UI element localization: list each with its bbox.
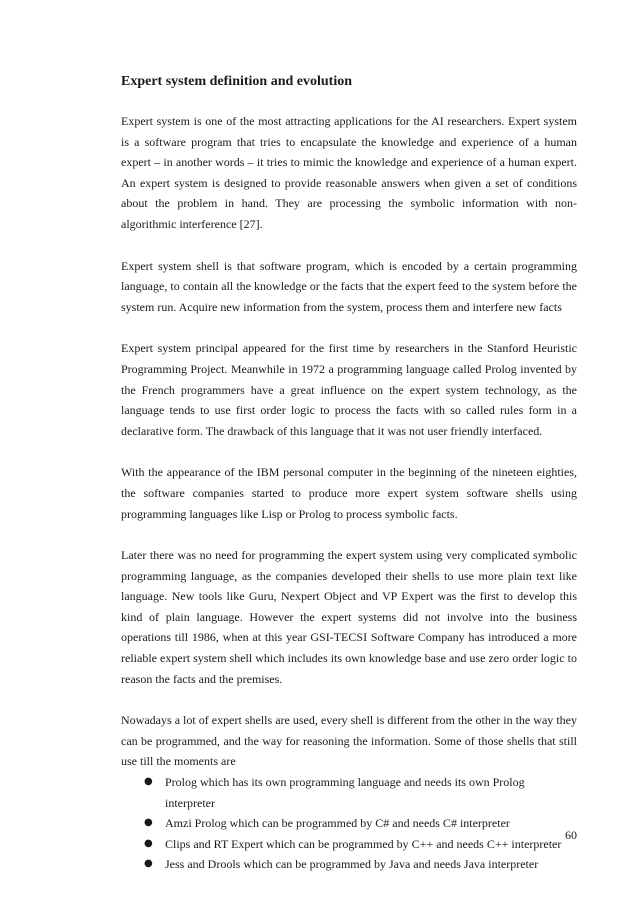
bullet-icon: ● bbox=[144, 776, 153, 788]
paragraph-shell: Expert system shell is that software program, which is encoded by a certain programming language, to contain all the knowledge or the facts that the expert feed to the system before the system run. Acquire new information from the system, process them and interfere new facts bbox=[121, 258, 577, 314]
paragraph-nowadays: Nowadays a lot of expert shells are used, every shell is different from the other in the way they can be programmed, and the way for reasoning the information. Some of those shells that still use till the moments are bbox=[121, 713, 577, 769]
list-item-text: Clips and RT Expert which can be programmed by C++ and needs C++ interpreter bbox=[165, 836, 562, 851]
bullet-icon: ● bbox=[144, 858, 153, 870]
list-item bbox=[142, 813, 577, 834]
list-item bbox=[142, 854, 577, 875]
paragraph-ibm-pc: With the appearance of the IBM personal computer in the beginning of the nineteen eighties, the software companies started to produce more expert system software shells using programming languages like Lisp or Prolog to process symbolic facts. bbox=[121, 465, 577, 521]
paragraph-definition: Expert system is one of the most attracting applications for the AI researchers. Expert system is a software program that tries to encapsulate the knowledge and experience of a human expert – in another words – it tries to mimic the knowledge and experience of a human expert. An expert system is designed to provide reasonable answers when given a set of conditions about the problem in hand. They are processing the symbolic information with non-algorithmic interference [27]. bbox=[121, 114, 577, 231]
bullet-icon: ● bbox=[144, 817, 153, 829]
list-item-text: Jess and Drools which can be programmed by Java and needs Java interpreter bbox=[165, 857, 539, 872]
list-item-text: Prolog which has its own programming language and needs its own Prolog interpreter bbox=[165, 775, 525, 810]
list-item bbox=[142, 834, 577, 855]
shell-list bbox=[121, 772, 577, 875]
paragraph-history: Expert system principal appeared for the first time by researchers in the Stanford Heuristic Programming Project. Meanwhile in 1972 a programming language called Prolog invented by the French programmers have a great influence on the expert system technology, as the language tends to use first order logic to process the facts with so called rules form in a declarative form. The drawback of this language that it was not user friendly interfaced. bbox=[121, 341, 577, 438]
page-number: 60 bbox=[565, 828, 577, 842]
section-heading: Expert system definition and evolution bbox=[121, 74, 353, 89]
page-content bbox=[121, 73, 577, 875]
list-item bbox=[142, 772, 577, 813]
list-item-text: Amzi Prolog which can be programmed by C# and needs C# interpreter bbox=[165, 816, 510, 831]
paragraph-plain-language: Later there was no need for programming the expert system using very complicated symbolic programming language, as the companies developed their shells to use more plain text like language. New tools like Guru, Nexpert Object and VP Expert was the first to develop this kind of plain language. However the expert systems did not involve into the business operations till 1986, when at this year GSI-TECSI Software Company has introduced a more reliable expert system shell which includes its own knowledge base and use zero order logic to reason the facts and the premises. bbox=[121, 548, 577, 686]
bullet-icon: ● bbox=[144, 837, 153, 849]
